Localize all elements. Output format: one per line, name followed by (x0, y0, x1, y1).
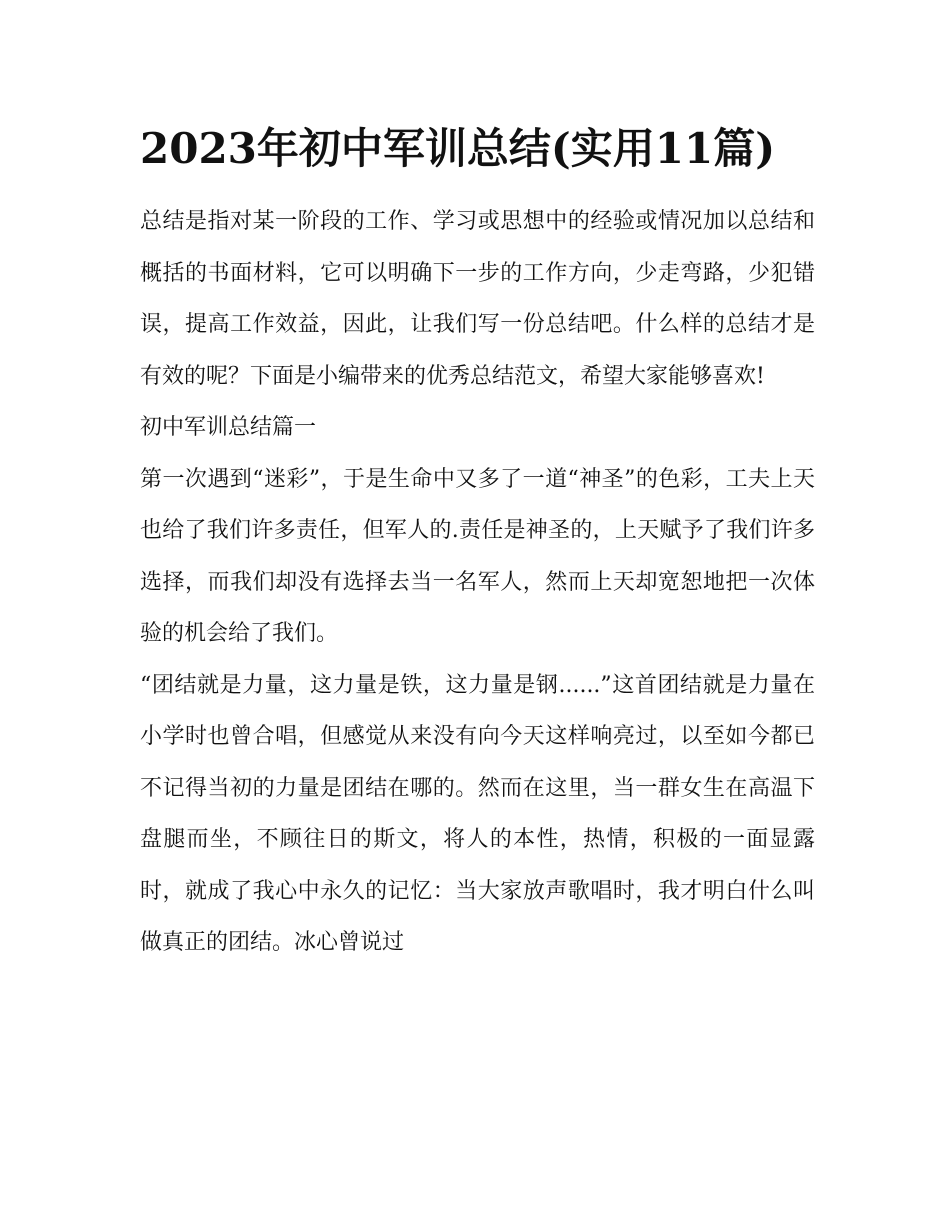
document-title: 2023年初中军训总结(实用11篇) (140, 124, 776, 173)
section-heading: 初中军训总结篇一 (140, 415, 317, 440)
intro-paragraph: 总结是指对某一阶段的工作、学习或思想中的经验或情况加以总结和概括的书面材料，它可以明确下一步的工作方向，少走弯路，少犯错误，提高工作效益，因此，让我们写一份总结吧。什么样的总结才是有效的呢？下面是小编带来的优秀总结范文，希望大家能够喜欢! (140, 209, 815, 389)
document-body (140, 196, 815, 969)
body-paragraph-2: “团结就是力量，这力量是铁，这力量是钢......”这首团结就是力量在小学时也曾合唱，但感觉从来没有向今天这样响亮过，以至如今都已不记得当初的力量是团结在哪的。然而在这里，当一群女生在高温下盘腿而坐，不顾往日的斯文，将人的本性，热情，积极的一面显露时，就成了我心中永久的记忆：当大家放声歌唱时，我才明白什么叫做真正的团结。冰心曾说过 (140, 672, 815, 955)
body-paragraph-1: 第一次遇到“迷彩”，于是生命中又多了一道“神圣”的色彩，工夫上天也给了我们许多责任，但军人的.责任是神圣的，上天赋予了我们许多选择，而我们却没有选择去当一名军人，然而上天却宽恕地把一次体验的机会给了我们。 (140, 466, 815, 646)
document-content (140, 116, 815, 969)
